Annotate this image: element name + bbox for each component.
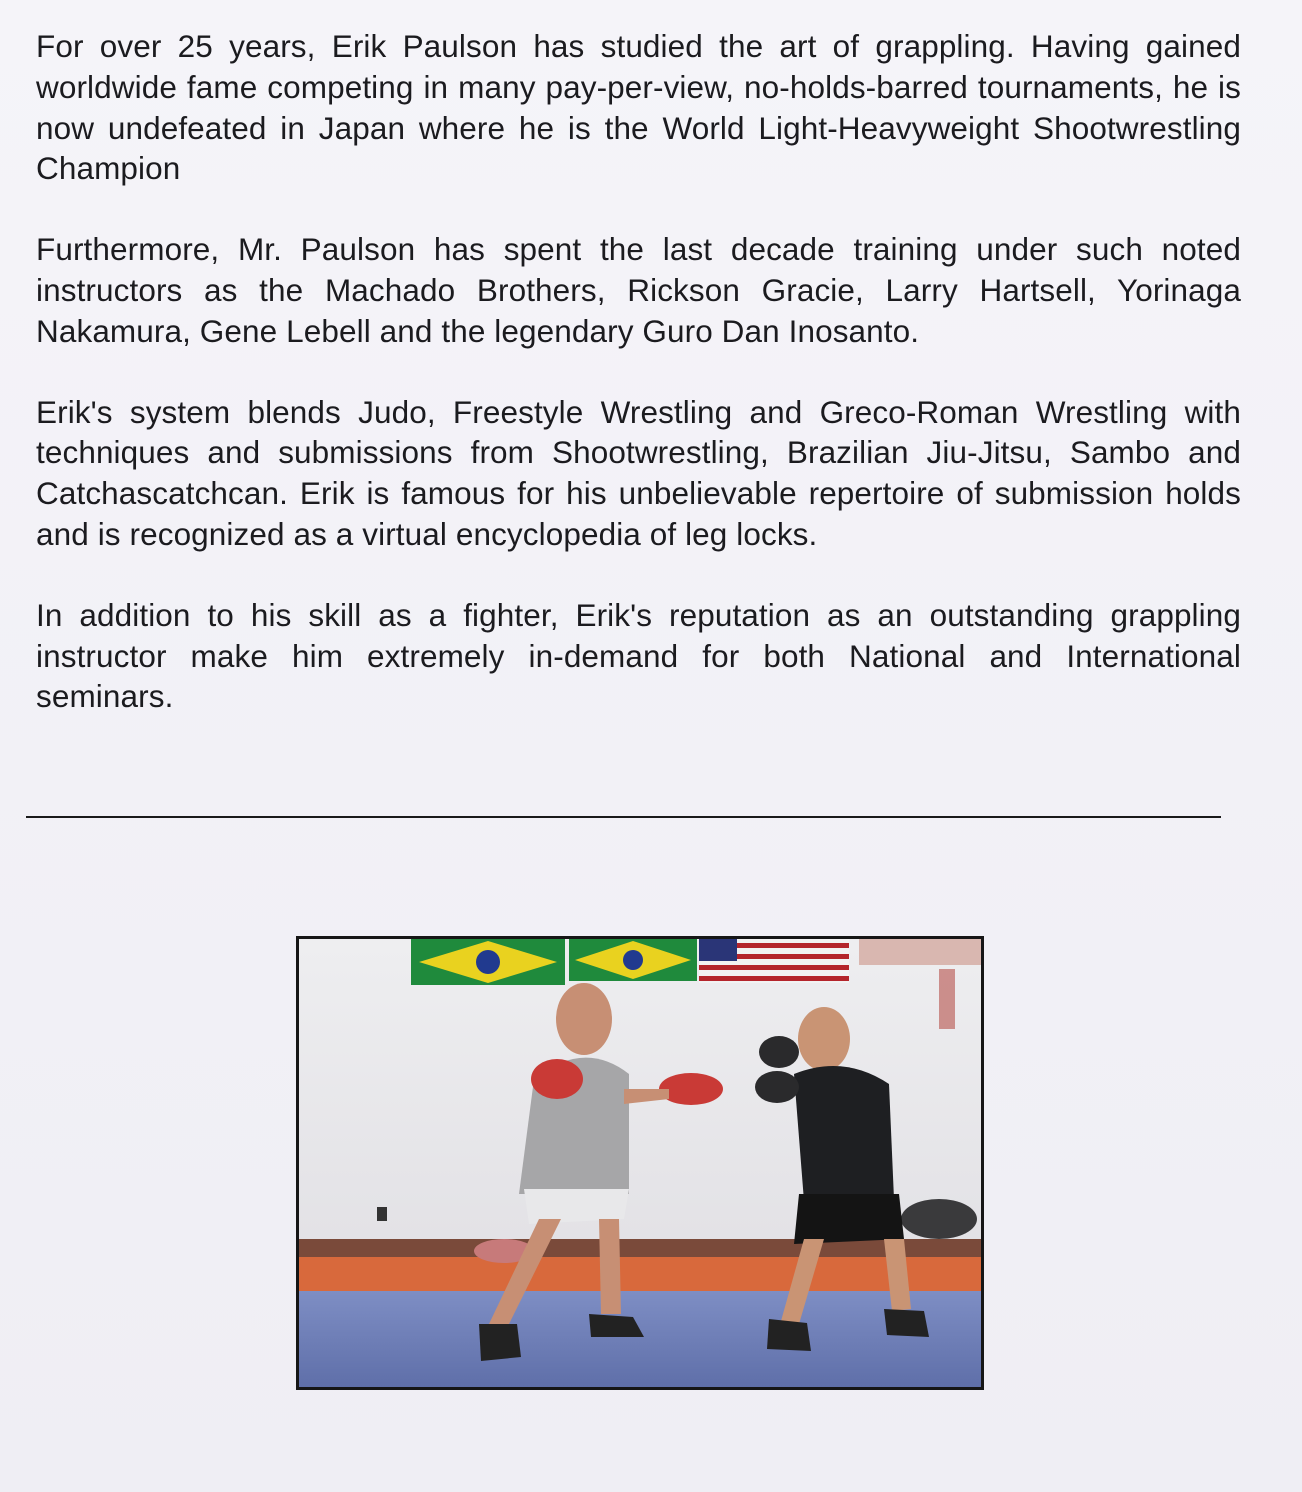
training-photo-illustration [299,939,981,1387]
usa-flag [699,939,849,983]
paragraph-experience: For over 25 years, Erik Paulson has studied the art of grappling. Having gained worldwide fame competing in many pay-per-view, no-holds-barred tournaments, he is now undefeated in Japan where he is the World Light-Heavyweight Shootwrestling Champion [36,28,1241,187]
paragraph-seminars: In addition to his skill as a fighter, Erik's reputation as an outstanding grappling instructor make him extremely in-demand for both National and International seminars. [36,596,1241,715]
brazil-flag-right [569,939,697,981]
paragraph-instructors: Furthermore, Mr. Paulson has spent the last decade training under such noted instructors as the Machado Brothers, Rickson Gracie, Larry Hartsell, Yorinaga Nakamura, Gene Lebell and the legendary Guro Dan Inosanto. [36,231,1241,349]
training-photo [296,936,984,1390]
brazil-flag-left [411,939,565,985]
biography-text [36,26,1241,757]
paragraph-system: Erik's system blends Judo, Freestyle Wrestling and Greco-Roman Wrestling with techniques and submissions from Shootwrestling, Brazilian Jiu-Jitsu, Sambo and Catchascatchcan. Erik is famous for his unbelievable repertoire of submission holds and is recognized as a virtual encyclopedia of leg locks. [36,393,1241,552]
horizontal-divider [26,816,1221,818]
